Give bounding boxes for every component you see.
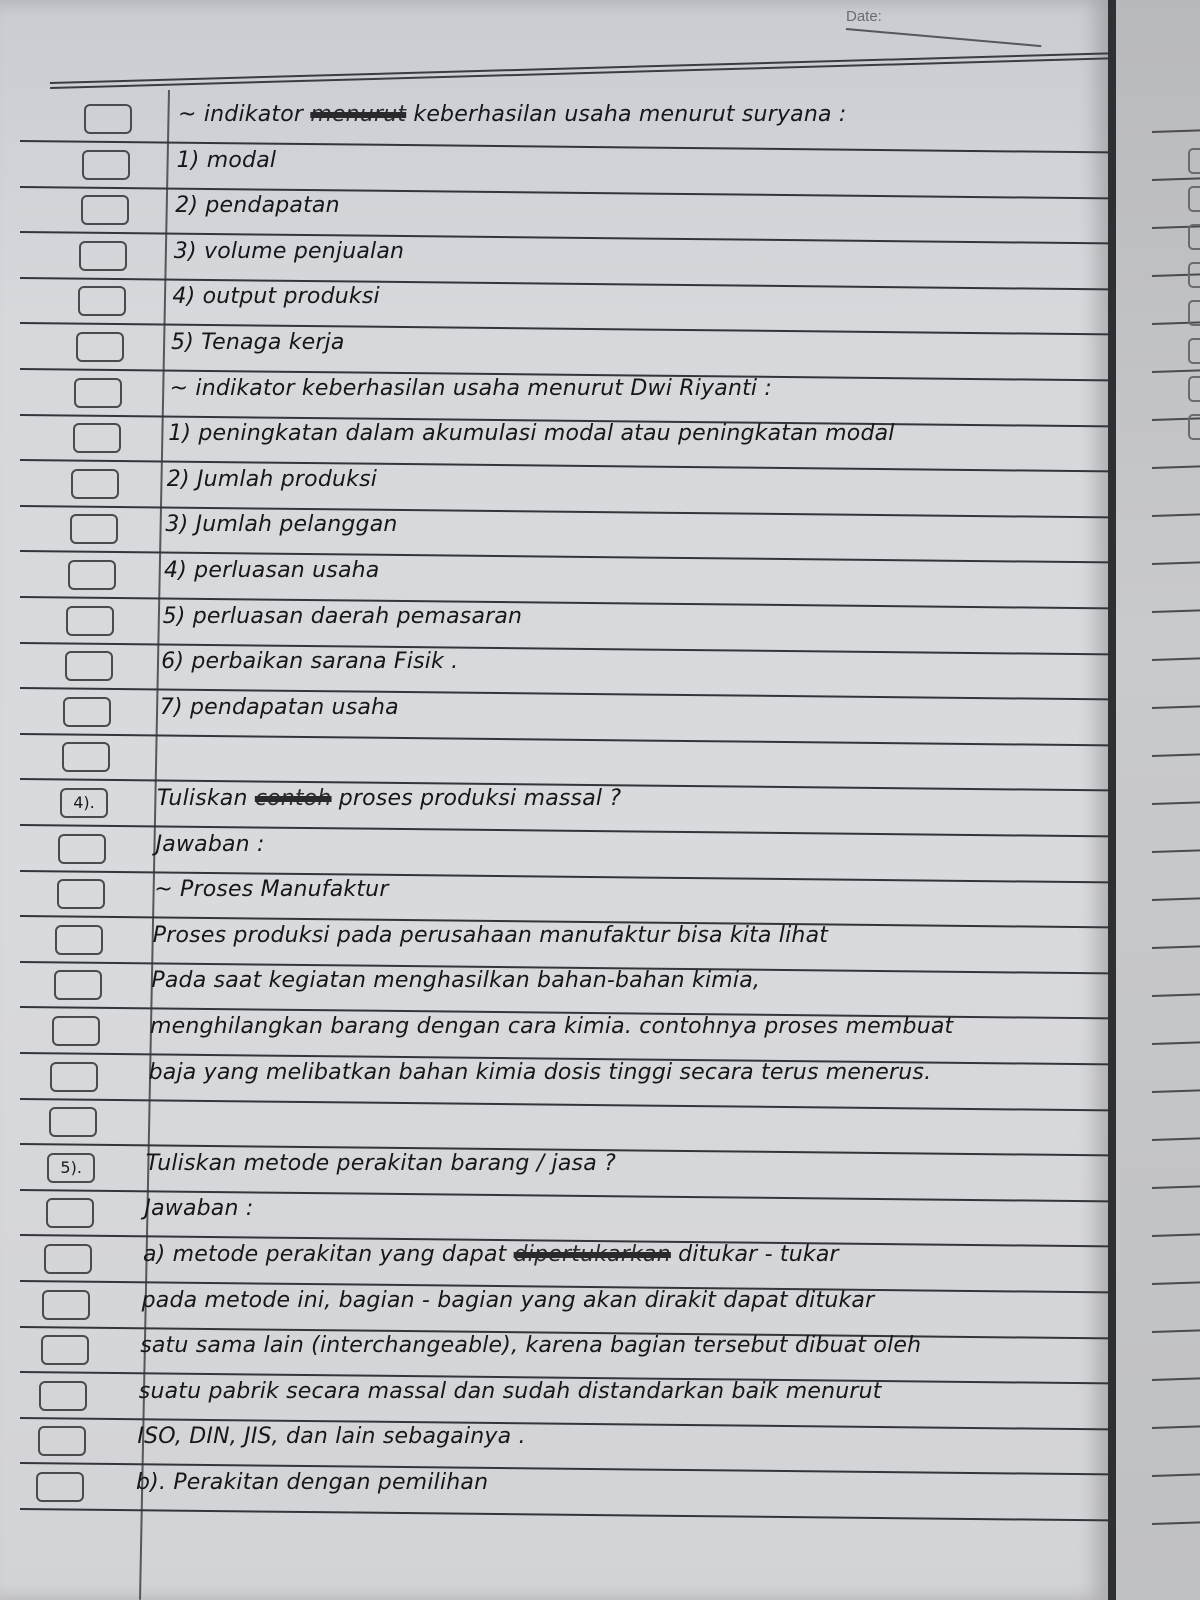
handwritten-text xyxy=(161,649,458,674)
question-number-box: 4). xyxy=(60,788,108,818)
text-segment: 7) pendapatan usaha xyxy=(159,694,399,720)
facing-page-rule xyxy=(1152,1377,1200,1381)
margin-checkbox xyxy=(63,697,111,727)
handwritten-text xyxy=(156,832,265,857)
text-segment: pada metode ini, bagian - bagian yang akan dirakit dapat ditukar xyxy=(141,1287,875,1313)
notebook-line xyxy=(0,1236,1110,1282)
handwritten-text xyxy=(175,193,340,218)
text-segment: 6) perbaikan sarana Fisik . xyxy=(161,649,459,675)
facing-page-rule xyxy=(1152,1041,1200,1045)
facing-page-rule xyxy=(1152,513,1200,517)
margin-checkbox xyxy=(82,150,130,180)
notebook-line xyxy=(0,96,1110,142)
notebook-line xyxy=(0,187,1110,233)
text-segment: 1) modal xyxy=(176,147,277,173)
margin-checkbox xyxy=(41,1335,89,1365)
text-segment: 4) perluasan usaha xyxy=(164,558,380,583)
facing-page-checkbox xyxy=(1188,376,1200,402)
text-segment: 1) peningkatan dalam akumulasi modal atau peningkatan modal xyxy=(168,421,895,447)
handwritten-text xyxy=(150,1014,953,1039)
notebook-line xyxy=(0,142,1110,188)
notebook-line xyxy=(0,1099,1110,1145)
notebook-line xyxy=(0,871,1110,917)
text-segment: 3) volume penjualan xyxy=(173,238,405,264)
text-segment: keberhasilan usaha menurut suryana : xyxy=(406,102,847,127)
facing-page-rule xyxy=(1152,129,1200,133)
notebook-line xyxy=(0,1327,1110,1373)
facing-page-edge xyxy=(1116,0,1200,1600)
notebook-line xyxy=(0,233,1110,279)
text-segment: ~ Proses Manufaktur xyxy=(154,877,389,903)
margin-checkbox xyxy=(78,286,126,316)
handwritten-text xyxy=(164,558,379,583)
notebook-line xyxy=(0,1418,1110,1464)
notebook-line xyxy=(0,1282,1110,1328)
margin-checkbox xyxy=(42,1290,90,1320)
facing-page-rule xyxy=(1152,705,1200,709)
margin-checkbox xyxy=(39,1381,87,1411)
margin-checkbox xyxy=(71,469,119,499)
notebook-line xyxy=(0,278,1110,324)
crossed-out-word: menurut xyxy=(310,102,407,127)
margin-checkbox xyxy=(44,1244,92,1274)
notebook-line xyxy=(0,734,1110,780)
notebook-line xyxy=(0,461,1110,507)
text-segment: menghilangkan barang dengan cara kimia. contohnya proses membuat xyxy=(150,1014,954,1039)
facing-page-rule xyxy=(1152,1185,1200,1189)
margin-checkbox xyxy=(65,651,113,681)
facing-page-checkbox xyxy=(1188,224,1200,250)
text-segment: ~ indikator xyxy=(178,102,311,127)
facing-page-checkbox xyxy=(1188,262,1200,288)
text-segment: a) metode perakitan yang dapat xyxy=(143,1242,514,1267)
facing-page-rule xyxy=(1152,993,1200,997)
text-segment: Pada saat kegiatan menghasilkan bahan-bahan kimia, xyxy=(151,968,761,994)
handwritten-text xyxy=(139,1379,882,1404)
handwritten-text xyxy=(178,102,846,127)
text-segment: ISO, DIN, JIS, dan lain sebagainya . xyxy=(137,1424,526,1450)
facing-page-rule xyxy=(1152,369,1200,373)
margin-checkbox xyxy=(46,1198,94,1228)
facing-page-rule xyxy=(1152,609,1200,613)
margin-checkbox xyxy=(68,560,116,590)
facing-page-rule xyxy=(1152,1233,1200,1237)
crossed-out-word: contoh xyxy=(254,786,332,811)
handwritten-text xyxy=(153,923,828,948)
notebook-line xyxy=(0,780,1110,826)
handwritten-text xyxy=(143,1242,839,1267)
notebook-line xyxy=(0,1054,1110,1100)
handwritten-text xyxy=(157,786,621,811)
handwritten-text xyxy=(177,148,277,173)
question-number-box: 5). xyxy=(47,1153,95,1183)
notebook-line xyxy=(0,962,1110,1008)
text-segment: Jawaban : xyxy=(155,831,265,857)
margin-checkbox xyxy=(74,378,122,408)
facing-page-rule xyxy=(1152,465,1200,469)
facing-page-rule xyxy=(1152,1089,1200,1093)
notebook-line xyxy=(0,643,1110,689)
margin-checkbox xyxy=(55,925,103,955)
handwritten-text xyxy=(174,239,404,264)
facing-page-rule xyxy=(1152,1137,1200,1141)
handwritten-text xyxy=(142,1288,875,1313)
text-segment: 5) Tenaga kerja xyxy=(171,330,345,355)
header-double-rule xyxy=(50,52,1110,89)
facing-page-rule xyxy=(1152,1521,1200,1525)
notebook-line xyxy=(0,598,1110,644)
notebook-line xyxy=(0,552,1110,598)
facing-page-rule xyxy=(1152,801,1200,805)
margin-checkbox xyxy=(50,1062,98,1092)
facing-page-checkbox xyxy=(1188,300,1200,326)
text-segment: proses produksi massal ? xyxy=(331,786,622,811)
notebook-line xyxy=(0,1373,1110,1419)
facing-page-checkbox xyxy=(1188,148,1200,174)
text-segment: 2) pendapatan xyxy=(175,193,340,219)
margin-checkbox xyxy=(62,742,110,772)
facing-page-checkbox xyxy=(1188,186,1200,212)
handwritten-text xyxy=(168,421,894,446)
handwritten-text xyxy=(165,512,397,537)
date-field xyxy=(846,6,1046,46)
margin-checkbox xyxy=(58,834,106,864)
text-segment: 4) output produksi xyxy=(172,284,380,310)
text-segment: Tuliskan metode perakitan barang / jasa ? xyxy=(145,1150,616,1176)
text-segment: ditukar - tukar xyxy=(670,1242,839,1267)
facing-page-rule xyxy=(1152,177,1200,181)
facing-page-rule xyxy=(1152,897,1200,901)
margin-checkbox xyxy=(54,970,102,1000)
text-segment: 3) Jumlah pelanggan xyxy=(165,512,398,538)
margin-checkbox xyxy=(49,1107,97,1137)
margin-checkbox xyxy=(73,423,121,453)
facing-page-rule xyxy=(1152,1281,1200,1285)
handwritten-text xyxy=(149,1060,932,1085)
text-segment: ~ indikator keberhasilan usaha menurut Dwi Riyanti : xyxy=(169,375,773,401)
margin-checkbox xyxy=(52,1016,100,1046)
ruled-line xyxy=(20,1508,1110,1521)
facing-page-rule xyxy=(1152,1425,1200,1429)
text-segment: baja yang melibatkan bahan kimia dosis tinggi secara terus menerus. xyxy=(148,1059,932,1085)
facing-page-rule xyxy=(1152,849,1200,853)
facing-page-rule xyxy=(1152,945,1200,949)
notebook-line xyxy=(0,1008,1110,1054)
text-segment: Jawaban : xyxy=(144,1196,254,1222)
facing-page-rule xyxy=(1152,753,1200,757)
notebook-line xyxy=(0,1190,1110,1236)
notebook-spine xyxy=(1108,0,1116,1600)
notebook-line xyxy=(0,689,1110,735)
crossed-out-word: dipertukarkan xyxy=(513,1242,671,1267)
handwritten-text xyxy=(137,1424,525,1449)
notebook-line xyxy=(0,917,1110,963)
handwritten-text xyxy=(146,1151,616,1176)
date-label: Date: xyxy=(846,8,882,25)
text-segment: 2) Jumlah produksi xyxy=(166,466,378,492)
text-segment: satu sama lain (interchangeable), karena bagian tersebut dibuat oleh xyxy=(140,1333,922,1359)
handwritten-text xyxy=(163,604,523,629)
margin-checkbox xyxy=(36,1472,84,1502)
facing-page-rule xyxy=(1152,657,1200,661)
facing-page-rule xyxy=(1152,561,1200,565)
margin-checkbox xyxy=(84,104,132,134)
margin-checkbox xyxy=(76,332,124,362)
notebook-line xyxy=(0,1464,1110,1510)
margin-checkbox xyxy=(38,1426,86,1456)
handwritten-text xyxy=(151,968,760,993)
handwritten-text xyxy=(160,695,399,720)
handwritten-text xyxy=(144,1196,253,1221)
notebook-line xyxy=(0,1145,1110,1191)
handwritten-text xyxy=(172,284,379,309)
notebook-line xyxy=(0,506,1110,552)
margin-checkbox xyxy=(70,514,118,544)
handwritten-text xyxy=(154,877,388,902)
text-segment: Tuliskan xyxy=(157,786,255,811)
notebook-line xyxy=(0,415,1110,461)
handwritten-text xyxy=(140,1333,921,1358)
margin-checkbox xyxy=(79,241,127,271)
margin-checkbox xyxy=(57,879,105,909)
facing-page-rule xyxy=(1152,1473,1200,1477)
notebook-line xyxy=(0,370,1110,416)
facing-page-checkbox xyxy=(1188,338,1200,364)
margin-checkbox xyxy=(81,195,129,225)
facing-page-rule xyxy=(1152,1329,1200,1333)
notebook-line xyxy=(0,324,1110,370)
handwritten-text xyxy=(136,1470,488,1495)
text-segment: Proses produksi pada perusahaan manufaktur bisa kita lihat xyxy=(152,922,829,948)
date-underline xyxy=(846,28,1041,47)
text-segment: suatu pabrik secara massal dan sudah distandarkan baik menurut xyxy=(138,1378,882,1404)
margin-checkbox xyxy=(66,606,114,636)
text-segment: b). Perakitan dengan pemilihan xyxy=(136,1470,489,1495)
handwritten-text xyxy=(171,330,345,355)
facing-page-checkbox xyxy=(1188,414,1200,440)
notebook-line xyxy=(0,826,1110,872)
text-segment: 5) perluasan daerah pemasaran xyxy=(162,603,523,629)
handwritten-text xyxy=(170,376,772,401)
handwritten-text xyxy=(167,467,377,492)
